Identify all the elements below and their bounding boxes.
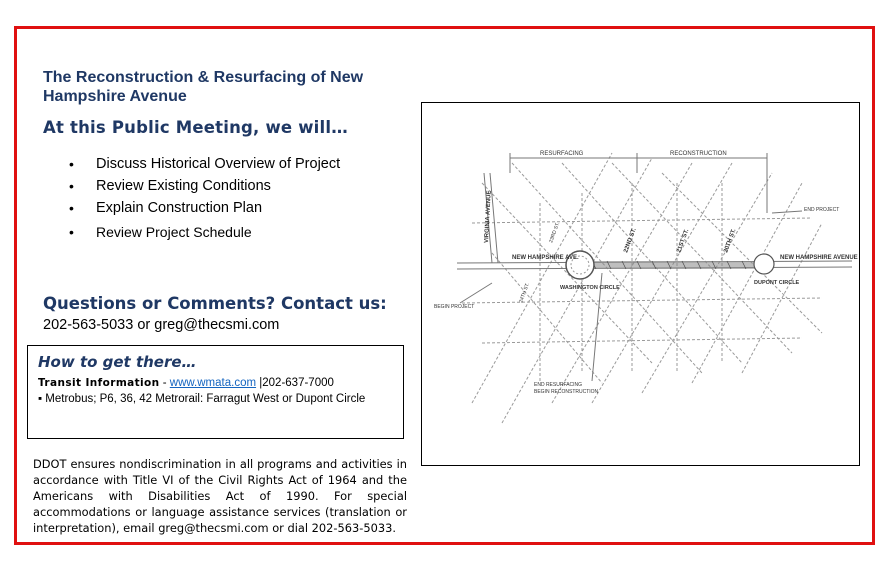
street-map-drawing — [422, 103, 858, 464]
map-label-dupont-circle: DUPONT CIRCLE — [754, 280, 800, 286]
map-label-begin-reconstruction: BEGIN RECONSTRUCTION — [534, 389, 599, 395]
contact-info: 202-563-5033 or greg@thecsmi.com — [43, 317, 280, 333]
map-label-nh-right: NEW HAMPSHIRE AVENUE — [780, 255, 858, 261]
contact-heading: Questions or Comments? Contact us: — [43, 294, 387, 313]
directions-heading: How to get there… — [38, 353, 197, 371]
map-label-nh-left: NEW HAMPSHIRE AVE. — [512, 255, 579, 261]
map-label-24th: 24TH ST. — [518, 282, 532, 304]
map-label-20th: 20TH ST. — [723, 228, 738, 254]
map-label-resurfacing: RESURFACING — [540, 151, 584, 157]
directions-box — [27, 345, 404, 439]
transit-separator: | — [259, 377, 263, 389]
map-label-washington-circle: WASHINGTON CIRCLE — [560, 285, 620, 291]
agenda-item-conditions: • Review Existing Conditions — [96, 175, 386, 197]
transit-info — [38, 377, 334, 389]
agenda-item-schedule: • Review Project Schedule — [96, 221, 386, 243]
metro-info — [38, 393, 365, 405]
map-label-reconstruction: RECONSTRUCTION — [670, 151, 727, 157]
agenda-list — [58, 153, 386, 243]
map-label-begin-project: BEGIN PROJECT — [434, 304, 475, 310]
transit-label: Transit Information — [38, 377, 160, 389]
wmata-link[interactable]: www.wmata.com — [169, 377, 257, 389]
project-map — [421, 102, 860, 466]
map-label-22nd: 22ND ST. — [623, 227, 638, 254]
map-label-23rd: 23RD ST. — [548, 221, 562, 244]
metro-routes: Metrobus; P6, 36, 42 Metrorail: Farragut West or Dupont Circle — [45, 393, 366, 405]
page-title: The Reconstruction & Resurfacing of New Hampshire Avenue — [43, 69, 364, 105]
bullet-icon: ▪ — [38, 393, 46, 405]
transit-dash: - — [162, 377, 170, 389]
nondiscrimination-notice: DDOT ensures nondiscrimination in all programs and activities in accordance with Title VI of the Civil Rights Act of 1964 and the Americans with Disabilities Act of 1990. For special accommodations or language assistance services (translation or interpretation), email greg@thecsmi.com or dial 202-563-5033. — [33, 457, 407, 535]
transit-phone: 202-637-7000 — [262, 377, 334, 389]
map-label-21st: 21ST ST. — [676, 228, 691, 254]
agenda-item-historical: • Discuss Historical Overview of Project — [96, 153, 386, 175]
map-label-virginia: VIRGINIA AVENUE — [484, 190, 493, 244]
map-label-end-resurfacing: END RESURFACING — [534, 382, 583, 388]
agenda-item-construction: • Explain Construction Plan — [96, 197, 386, 219]
meeting-subtitle: At this Public Meeting, we will… — [43, 118, 348, 137]
map-label-end-project: END PROJECT — [804, 207, 840, 213]
